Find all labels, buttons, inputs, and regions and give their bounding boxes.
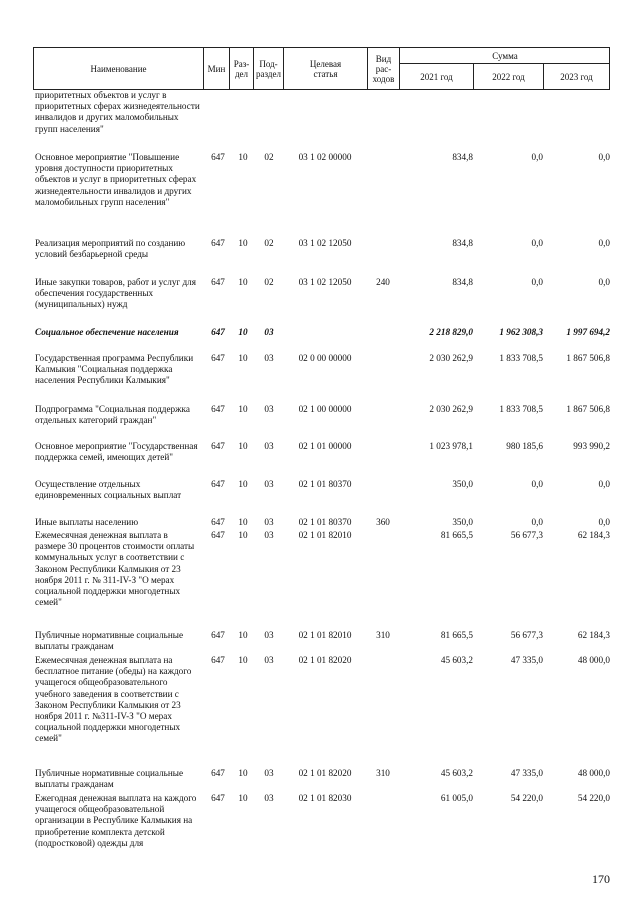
cell-cs: 02 1 01 82010 bbox=[298, 530, 352, 540]
cell-y2: 0,0 bbox=[531, 152, 543, 162]
cell-min: 647 bbox=[211, 479, 225, 489]
cell-y2: 0,0 bbox=[531, 238, 543, 248]
cell-vr: 360 bbox=[376, 517, 390, 527]
cell-cs: 03 1 02 12050 bbox=[298, 277, 352, 287]
cell-cs: 02 1 01 80370 bbox=[298, 517, 352, 527]
cell-min: 647 bbox=[211, 768, 225, 778]
cell-y2: 1 962 308,3 bbox=[499, 327, 543, 337]
cell-rz: 10 bbox=[238, 277, 248, 287]
cell-min: 647 bbox=[211, 655, 225, 665]
cell-y1: 2 030 262,9 bbox=[429, 353, 473, 363]
cell-min: 647 bbox=[211, 630, 225, 640]
cell-name: Основное мероприятие "Государственная поддержка семей, имеющих детей" bbox=[35, 441, 198, 463]
cell-pr: 03 bbox=[264, 404, 274, 414]
cell-y3: 0,0 bbox=[598, 277, 610, 287]
cell-rz: 10 bbox=[238, 404, 248, 414]
cell-y3: 48 000,0 bbox=[577, 768, 610, 778]
cell-min: 647 bbox=[211, 793, 225, 803]
cell-pr: 03 bbox=[264, 517, 274, 527]
cell-y2: 1 833 708,5 bbox=[499, 353, 543, 363]
cell-y2: 1 833 708,5 bbox=[499, 404, 543, 414]
cell-cs: 02 1 01 82010 bbox=[298, 630, 352, 640]
cell-pr: 03 bbox=[264, 530, 274, 540]
cell-name: Реализация мероприятий по созданию условий безбарьерной среды bbox=[35, 238, 186, 260]
cell-name: Иные закупки товаров, работ и услуг для обеспечения государственных (муниципальных) нужд bbox=[35, 277, 196, 310]
cell-cs: 03 1 02 00000 bbox=[298, 152, 352, 162]
cell-name: Ежемесячная денежная выплата в размере 30 процентов стоимости оплаты коммунальных услуг в соответствии с Законом Республики Калмыкия от 23 ноября 2011 г. № 311-IV-З "О мерах социальной поддержки многодетных семей" bbox=[35, 530, 195, 608]
cell-y2: 0,0 bbox=[531, 479, 543, 489]
cell-y3: 1 867 506,8 bbox=[566, 353, 610, 363]
cell-y3: 62 184,3 bbox=[577, 630, 610, 640]
header-year2: 2022 год bbox=[474, 64, 544, 89]
cell-cs: 02 1 01 82020 bbox=[298, 655, 352, 665]
cell-name: Социальное обеспечение населения bbox=[35, 327, 179, 337]
cell-y3: 0,0 bbox=[598, 238, 610, 248]
cell-pr: 02 bbox=[264, 277, 274, 287]
cell-y1: 350,0 bbox=[452, 517, 473, 527]
cell-y1: 350,0 bbox=[452, 479, 473, 489]
cell-pr: 02 bbox=[264, 238, 274, 248]
table-header bbox=[33, 47, 610, 90]
cell-min: 647 bbox=[211, 530, 225, 540]
cell-y3: 0,0 bbox=[598, 517, 610, 527]
cell-min: 647 bbox=[211, 404, 225, 414]
cell-y1: 2 030 262,9 bbox=[429, 404, 473, 414]
cell-cs: 02 1 01 82020 bbox=[298, 768, 352, 778]
cell-min: 647 bbox=[211, 152, 225, 162]
cell-pr: 03 bbox=[264, 793, 274, 803]
cell-min: 647 bbox=[211, 277, 225, 287]
cell-min: 647 bbox=[211, 327, 225, 337]
cell-y2: 47 335,0 bbox=[510, 768, 543, 778]
cell-y3: 62 184,3 bbox=[577, 530, 610, 540]
cell-min: 647 bbox=[211, 353, 225, 363]
cell-name: Публичные нормативные социальные выплаты гражданам bbox=[35, 768, 184, 790]
header-vid: Вид рас- ходов bbox=[368, 48, 400, 89]
cell-rz: 10 bbox=[238, 479, 248, 489]
header-celevaya: Целевая статья bbox=[284, 48, 368, 89]
cell-y2: 0,0 bbox=[531, 277, 543, 287]
cell-y1: 1 023 978,1 bbox=[429, 441, 473, 451]
cell-rz: 10 bbox=[238, 655, 248, 665]
cell-cs: 02 1 00 00000 bbox=[298, 404, 352, 414]
cell-y3: 1 997 694,2 bbox=[566, 327, 610, 337]
cell-pr: 03 bbox=[264, 479, 274, 489]
cell-y2: 54 220,0 bbox=[510, 793, 543, 803]
header-min: Мин bbox=[204, 48, 230, 89]
cell-pr: 03 bbox=[264, 327, 274, 337]
cell-name: Ежемесячная денежная выплата на бесплатное питание (обеды) на каждого учащегося общеобразовательного учебного заведения в соответствии с Законом Республики Калмыкия от 23 ноября 2011 г. №311-IV-З "О мерах социальной поддержки многодетных семей" bbox=[35, 655, 192, 744]
cell-y1: 834,8 bbox=[452, 277, 473, 287]
header-name: Наименование bbox=[34, 48, 204, 89]
cell-name: Основное мероприятие "Повышение уровня доступности приоритетных объектов и услуг в приоритетных сферах жизнедеятельности инвалидов и других маломобильных групп населения" bbox=[35, 152, 197, 207]
cell-vr: 310 bbox=[376, 768, 390, 778]
cell-name: Подпрограмма "Социальная поддержка отдельных категорий граждан" bbox=[35, 404, 190, 426]
cell-y3: 993 990,2 bbox=[573, 441, 610, 451]
cell-rz: 10 bbox=[238, 517, 248, 527]
cell-y1: 834,8 bbox=[452, 238, 473, 248]
cell-name: Ежегодная денежная выплата на каждого учащегося общеобразовательной организации в Республике Калмыкия на приобретение комплекта детской (подростковой) одежды для bbox=[35, 793, 197, 848]
cell-y3: 54 220,0 bbox=[577, 793, 610, 803]
cell-pr: 03 bbox=[264, 441, 274, 451]
cell-vr: 240 bbox=[376, 277, 390, 287]
cell-name: приоритетных объектов и услуг в приоритетных сферах жизнедеятельности инвалидов и других маломобильных групп населения" bbox=[35, 90, 200, 134]
cell-pr: 03 bbox=[264, 353, 274, 363]
cell-vr: 310 bbox=[376, 630, 390, 640]
cell-cs: 02 1 01 00000 bbox=[298, 441, 352, 451]
cell-pr: 02 bbox=[264, 152, 274, 162]
cell-name: Иные выплаты населению bbox=[35, 517, 139, 527]
cell-rz: 10 bbox=[238, 152, 248, 162]
cell-y2: 47 335,0 bbox=[510, 655, 543, 665]
cell-rz: 10 bbox=[238, 441, 248, 451]
cell-y1: 834,8 bbox=[452, 152, 473, 162]
cell-y3: 0,0 bbox=[598, 152, 610, 162]
cell-rz: 10 bbox=[238, 768, 248, 778]
cell-name: Осуществление отдельных единовременных социальных выплат bbox=[35, 479, 182, 501]
cell-cs: 02 1 01 80370 bbox=[298, 479, 352, 489]
cell-name: Публичные нормативные социальные выплаты гражданам bbox=[35, 630, 184, 652]
cell-rz: 10 bbox=[238, 327, 248, 337]
cell-y2: 56 677,3 bbox=[510, 530, 543, 540]
cell-min: 647 bbox=[211, 517, 225, 527]
cell-y1: 81 665,5 bbox=[440, 630, 473, 640]
cell-pr: 03 bbox=[264, 655, 274, 665]
cell-rz: 10 bbox=[238, 353, 248, 363]
header-razdel: Раз- дел bbox=[230, 48, 254, 89]
cell-name: Государственная программа Республики Калмыкия "Социальная поддержка населения Республики Калмыкия" bbox=[35, 353, 194, 386]
cell-y1: 2 218 829,0 bbox=[429, 327, 473, 337]
cell-rz: 10 bbox=[238, 630, 248, 640]
page-number: 170 bbox=[592, 872, 610, 886]
header-podrazdel: Под- раздел bbox=[254, 48, 284, 89]
cell-y3: 1 867 506,8 bbox=[566, 404, 610, 414]
cell-y3: 0,0 bbox=[598, 479, 610, 489]
cell-cs: 02 0 00 00000 bbox=[298, 353, 352, 363]
cell-y1: 45 603,2 bbox=[440, 655, 473, 665]
cell-y2: 0,0 bbox=[531, 517, 543, 527]
cell-rz: 10 bbox=[238, 530, 248, 540]
cell-y1: 81 665,5 bbox=[440, 530, 473, 540]
cell-rz: 10 bbox=[238, 238, 248, 248]
cell-min: 647 bbox=[211, 441, 225, 451]
cell-y1: 45 603,2 bbox=[440, 768, 473, 778]
cell-pr: 03 bbox=[264, 630, 274, 640]
cell-rz: 10 bbox=[238, 793, 248, 803]
header-year1: 2021 год bbox=[400, 64, 474, 89]
cell-min: 647 bbox=[211, 238, 225, 248]
cell-y3: 48 000,0 bbox=[577, 655, 610, 665]
cell-y1: 61 005,0 bbox=[440, 793, 473, 803]
header-year3: 2023 год bbox=[560, 71, 593, 82]
cell-cs: 02 1 01 82030 bbox=[298, 793, 352, 803]
cell-pr: 03 bbox=[264, 768, 274, 778]
cell-y2: 56 677,3 bbox=[510, 630, 543, 640]
cell-y2: 980 185,6 bbox=[506, 441, 543, 451]
header-summa: Сумма bbox=[400, 48, 610, 64]
cell-cs: 03 1 02 12050 bbox=[298, 238, 352, 248]
